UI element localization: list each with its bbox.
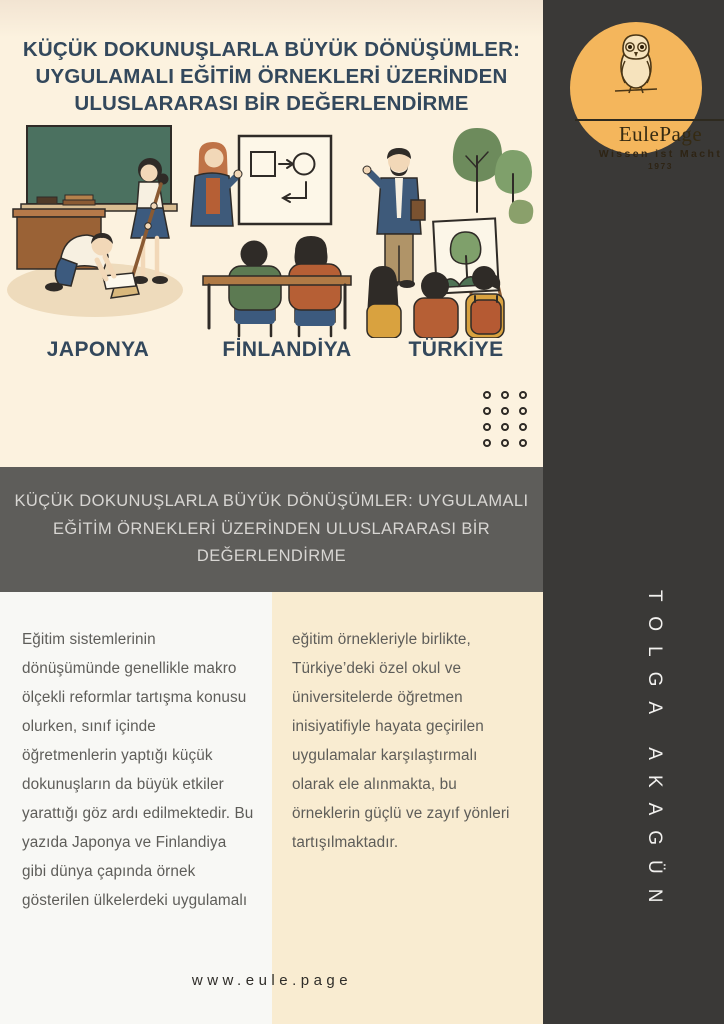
dot [483,439,491,447]
page-title [0,36,543,117]
classroom-illustration [7,116,537,338]
brand-logo [570,22,723,171]
brand-tagline: Wissen ist Macht [598,148,723,160]
dot [483,391,491,399]
brand-name: EulePage [618,122,703,146]
country-label-japonya: JAPONYA [46,338,150,361]
left-paragraph: Eğitim sistemlerinin dönüşümünde genellikle makro ölçekli reformlar tartışma konusu olurken, sınıf içinde öğretmenlerin yaptığı küçük dokunuşların da büyük etkiler yarattığı göz ardı edilmektedir. Bu yazıda Japonya ve Finlandiya gibi dünya çapında örnek gösterilen ülkelerdeki uygulamalı [22,631,254,909]
brand-year: 1973 [648,161,673,171]
sidebar [543,0,724,1024]
dot [519,391,527,399]
title-banner [0,467,543,592]
body-columns [0,592,543,1024]
dot [501,407,509,415]
banner-line: EĞİTİM ÖRNEKLERİ ÜZERİNDEN ULUSLARARASI BİR [52,519,491,538]
country-label-finlandiya: FİNLANDİYA [222,338,352,361]
dot [519,423,527,431]
dot [483,407,491,415]
website-url: www.eule.page [191,972,353,989]
banner-line: KÜÇÜK DOKUNUŞLARLA BÜYÜK DÖNÜŞÜMLER: UYGULAMALI [14,492,529,511]
dots-pattern [483,391,527,447]
title-line: UYGULAMALI EĞİTİM ÖRNEKLERİ ÜZERİNDEN [35,65,508,88]
right-paragraph: eğitim örnekleriyle birlikte, Türkiye’deki özel okul ve üniversitelerde öğretmen inisiyatifiyle hayata geçirilen uygulamalar karşılaştırmalı olarak ele alınmakta, bu örneklerin güçlü ve zayıf yönleri tartışılmaktadır. [292,631,510,851]
country-labels [0,338,543,368]
logo-divider-line [575,119,724,121]
title-line: ULUSLARARASI BİR DEĞERLENDİRME [74,92,469,115]
author-name-vertical: TOLGA AKAGÜN [644,590,665,918]
left-column [0,592,272,1024]
dot [483,423,491,431]
dot [501,391,509,399]
title-line: KÜÇÜK DOKUNUŞLARLA BÜYÜK DÖNÜŞÜMLER: [22,38,521,61]
dot [501,439,509,447]
scene-japan-icon [7,126,183,317]
banner-line: DEĞERLENDİRME [196,547,347,566]
country-label-turkiye: TÜRKİYE [408,338,504,361]
dot [501,423,509,431]
right-column [272,592,543,1024]
dot [519,407,527,415]
scene-finland-icon [191,136,351,336]
top-section [0,0,543,467]
scene-turkey-icon [363,128,533,338]
owl-icon [605,27,667,95]
dot [519,439,527,447]
